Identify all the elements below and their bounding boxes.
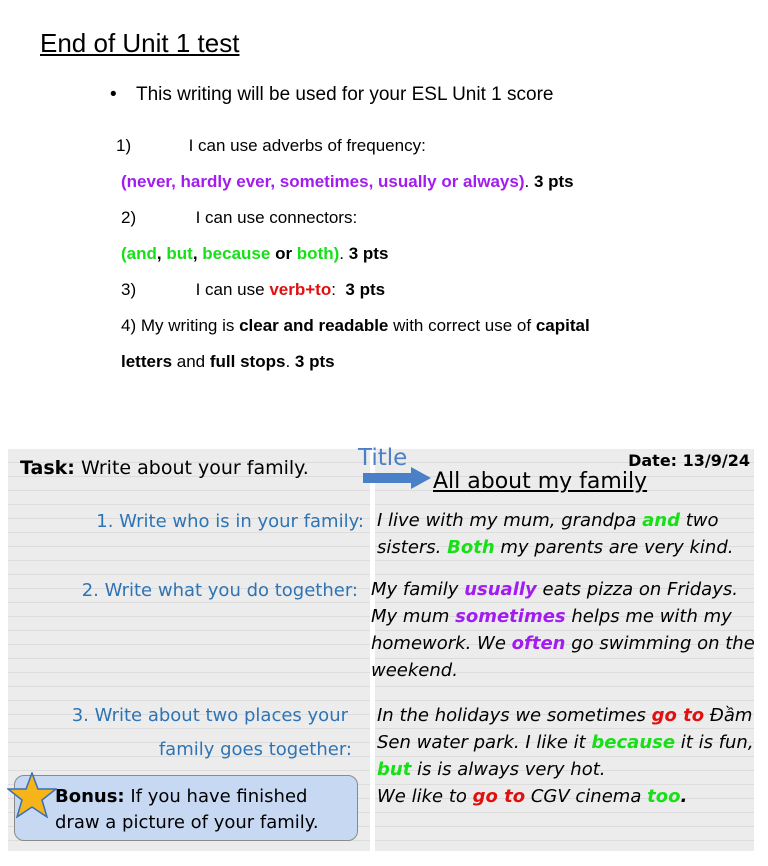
- question-2: 2. Write what you do together:: [81, 580, 358, 601]
- text: CGV cinema: [530, 786, 642, 807]
- criterion-2: [121, 208, 357, 228]
- text: it is fun,: [680, 732, 754, 753]
- text: eats pizza on Fridays.: [542, 579, 738, 600]
- criterion-1-detail: [121, 172, 574, 192]
- text: I live with my mum, grandpa: [377, 510, 637, 531]
- task-text: Write about your family.: [80, 457, 309, 479]
- text: If you have finished: [130, 786, 308, 807]
- story-title: All about my family: [433, 469, 648, 494]
- criterion-1-number: 1): [116, 136, 132, 155]
- answer-2: [371, 576, 755, 684]
- title-label: Title: [358, 445, 408, 471]
- connector-but: but: [166, 244, 193, 263]
- criterion-2-number: 2): [121, 208, 137, 227]
- criterion-3-text: I can use: [195, 280, 265, 299]
- period: .: [524, 172, 530, 191]
- letters: letters: [121, 352, 173, 371]
- answer-line: [377, 507, 734, 534]
- verb-to-word: go to: [472, 786, 526, 807]
- adverb-word: sometimes: [455, 606, 566, 627]
- question-3-line-1: 3. Write about two places your: [71, 705, 348, 726]
- connector-word: but: [377, 759, 412, 780]
- text: We like to: [377, 786, 467, 807]
- period: .: [680, 786, 688, 807]
- question-3-line-2: family goes together:: [158, 739, 352, 760]
- period: .: [339, 244, 345, 263]
- adverbs-list: (never, hardly ever, sometimes, usually or always): [121, 172, 525, 191]
- text: two: [685, 510, 719, 531]
- task-label: Task:: [20, 457, 75, 479]
- question-1: 1. Write who is in your family:: [96, 511, 364, 532]
- task-line: [20, 457, 309, 479]
- bullet-text: This writing will be used for your ESL Unit 1 score: [136, 84, 554, 105]
- connector-or: or: [275, 244, 293, 263]
- criterion-2-text: I can use connectors:: [195, 208, 358, 227]
- text: is is always very hot.: [417, 759, 606, 780]
- answer-line: weekend.: [371, 660, 458, 681]
- criterion-1-text: I can use adverbs of frequency:: [188, 136, 426, 155]
- criterion-4-text: 4) My writing is: [121, 316, 235, 335]
- answer-line: [371, 630, 755, 657]
- text: Sen water park. I like it: [377, 732, 586, 753]
- worksheet-example: [8, 445, 755, 851]
- capital: capital: [535, 316, 590, 335]
- criterion-3-number: 3): [121, 280, 137, 299]
- text: In the holidays we sometimes: [377, 705, 646, 726]
- adverb-word: often: [511, 633, 566, 654]
- points: 3 pts: [294, 352, 335, 371]
- bonus-box: [14, 775, 358, 841]
- answer-line: [377, 783, 754, 810]
- adverb-word: usually: [464, 579, 537, 600]
- connector-and: and: [126, 244, 157, 263]
- text: homework. We: [371, 633, 506, 654]
- answer-3: [377, 702, 754, 810]
- connector-word: because: [591, 732, 676, 753]
- answer-line: [371, 603, 755, 630]
- criterion-3: [121, 280, 385, 300]
- answer-line: [377, 534, 734, 561]
- answer-line: [377, 702, 754, 729]
- verb-to: verb+to: [269, 280, 332, 299]
- criterion-4-text-2: with correct use of: [393, 316, 532, 335]
- criterion-1: [116, 136, 426, 156]
- criterion-4: [121, 316, 590, 336]
- bonus-text: [55, 784, 319, 836]
- bullet-point: [110, 84, 553, 106]
- comma: ,: [192, 244, 198, 263]
- text: go swimming on the: [571, 633, 755, 654]
- connector-because: because: [202, 244, 271, 263]
- criterion-4-detail: [121, 352, 335, 372]
- points: 3 pts: [345, 280, 386, 299]
- colon: :: [331, 280, 336, 299]
- answer-1: [377, 507, 734, 561]
- connector-word: and: [642, 510, 680, 531]
- connector-word: too: [647, 786, 681, 807]
- text: helps me with my: [571, 606, 732, 627]
- star-icon: [7, 772, 57, 818]
- verb-to-word: go to: [651, 705, 705, 726]
- bonus-label: Bonus:: [55, 786, 125, 807]
- text: sisters.: [377, 537, 442, 558]
- arrow-right-icon: [363, 467, 431, 489]
- points: 3 pts: [348, 244, 389, 263]
- comma: ,: [156, 244, 162, 263]
- bullet-icon: •: [110, 84, 117, 105]
- text: my parents are very kind.: [500, 537, 734, 558]
- clear-readable: clear and readable: [239, 316, 389, 335]
- text: My mum: [371, 606, 450, 627]
- paren: (: [121, 244, 127, 263]
- bonus-line: [55, 784, 319, 810]
- period: .: [285, 352, 291, 371]
- and-word: and: [176, 352, 206, 371]
- connector-word: Both: [447, 537, 495, 558]
- answer-line: [377, 729, 754, 756]
- answer-line: [377, 756, 754, 783]
- answer-line: [371, 576, 755, 603]
- date: Date: 13/9/24: [628, 451, 750, 470]
- bonus-line: draw a picture of your family.: [55, 812, 319, 833]
- text: My family: [371, 579, 459, 600]
- text: Đầm: [709, 705, 753, 726]
- criterion-2-detail: [121, 244, 388, 264]
- page-title: End of Unit 1 test: [40, 28, 240, 58]
- points: 3 pts: [533, 172, 574, 191]
- connector-both: both): [296, 244, 340, 263]
- full-stops: full stops: [209, 352, 286, 371]
